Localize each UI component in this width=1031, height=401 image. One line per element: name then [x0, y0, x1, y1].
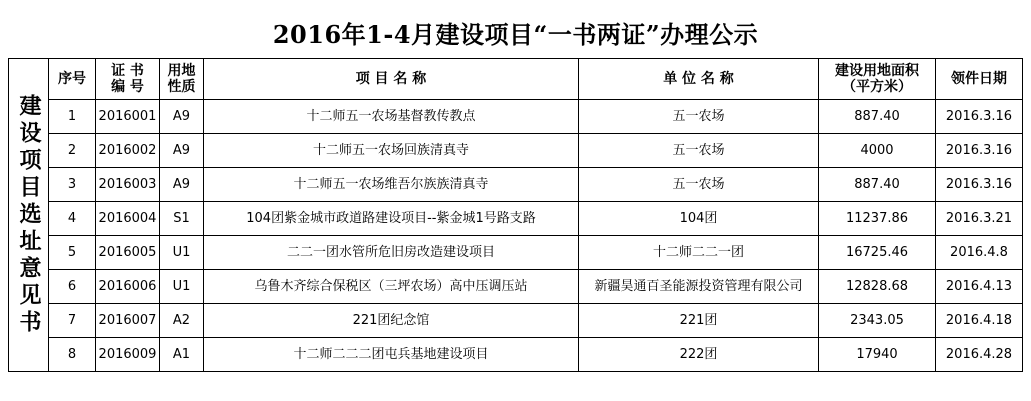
table-row: [9, 338, 1023, 372]
table-row: [9, 134, 1023, 168]
table-row: [9, 236, 1023, 270]
cell-project: 十二师五一农场基督教传教点: [204, 100, 579, 134]
cell-seq: 2: [49, 134, 96, 168]
cell-seq: 4: [49, 202, 96, 236]
cell-unit: 222团: [579, 338, 819, 372]
header-project-name: 项 目 名 称: [204, 59, 579, 100]
header-cert-no-line1: 证 书: [111, 63, 144, 79]
header-row: [9, 59, 1023, 100]
cell-project: 十二师二二二团屯兵基地建设项目: [204, 338, 579, 372]
cell-project: 221团纪念馆: [204, 304, 579, 338]
cell-nature: A2: [160, 304, 204, 338]
cell-area: 12828.68: [819, 270, 936, 304]
cell-seq: 7: [49, 304, 96, 338]
cell-area: 4000: [819, 134, 936, 168]
cell-nature: A9: [160, 100, 204, 134]
cell-nature: A1: [160, 338, 204, 372]
cell-date: 2016.4.18: [936, 304, 1023, 338]
cell-cert: 2016005: [96, 236, 160, 270]
cell-cert: 2016003: [96, 168, 160, 202]
cell-project: 十二师五一农场维吾尔族族清真寺: [204, 168, 579, 202]
table-row: [9, 100, 1023, 134]
cell-cert: 2016002: [96, 134, 160, 168]
cell-date: 2016.4.13: [936, 270, 1023, 304]
cell-nature: S1: [160, 202, 204, 236]
cell-unit: 五一农场: [579, 168, 819, 202]
approval-table: [8, 58, 1023, 372]
cell-date: 2016.3.16: [936, 168, 1023, 202]
cell-seq: 5: [49, 236, 96, 270]
side-label: 建设项目选址意见书: [16, 93, 42, 337]
header-land-nature-line2: 性质: [167, 79, 196, 95]
cell-project: 二二一团水管所危旧房改造建设项目: [204, 236, 579, 270]
cell-date: 2016.3.21: [936, 202, 1023, 236]
cell-seq: 6: [49, 270, 96, 304]
page-title: 2016年1-4月建设项目“一书两证”办理公示: [272, 20, 759, 49]
header-land-nature: [160, 59, 204, 100]
cell-unit: 新疆昊通百圣能源投资管理有限公司: [579, 270, 819, 304]
cell-project: 104团紫金城市政道路建设项目--紫金城1号路支路: [204, 202, 579, 236]
header-area: [819, 59, 936, 100]
cell-cert: 2016006: [96, 270, 160, 304]
header-cert-no-line2: 编 号: [111, 79, 144, 95]
cell-nature: U1: [160, 236, 204, 270]
cell-unit: 221团: [579, 304, 819, 338]
cell-nature: A9: [160, 134, 204, 168]
cell-cert: 2016001: [96, 100, 160, 134]
cell-area: 2343.05: [819, 304, 936, 338]
cell-date: 2016.4.28: [936, 338, 1023, 372]
cell-date: 2016.4.8: [936, 236, 1023, 270]
header-seq: 序号: [49, 59, 96, 100]
header-date: 领件日期: [936, 59, 1023, 100]
cell-date: 2016.3.16: [936, 100, 1023, 134]
cell-unit: 十二师二二一团: [579, 236, 819, 270]
header-land-nature-line1: 用地: [167, 63, 196, 79]
cell-seq: 1: [49, 100, 96, 134]
cell-nature: A9: [160, 168, 204, 202]
cell-area: 887.40: [819, 168, 936, 202]
cell-cert: 2016007: [96, 304, 160, 338]
cell-nature: U1: [160, 270, 204, 304]
cell-unit: 五一农场: [579, 134, 819, 168]
cell-cert: 2016004: [96, 202, 160, 236]
cell-area: 887.40: [819, 100, 936, 134]
header-area-line2: （平方米）: [842, 79, 912, 95]
cell-area: 16725.46: [819, 236, 936, 270]
header-unit-name: 单 位 名 称: [579, 59, 819, 100]
cell-seq: 8: [49, 338, 96, 372]
table-row: [9, 168, 1023, 202]
header-area-line1: 建设用地面积: [835, 63, 919, 79]
side-label-cell: [9, 59, 49, 372]
cell-date: 2016.3.16: [936, 134, 1023, 168]
table-row: [9, 270, 1023, 304]
cell-area: 17940: [819, 338, 936, 372]
table-row: [9, 202, 1023, 236]
header-cert-no: [96, 59, 160, 100]
cell-cert: 2016009: [96, 338, 160, 372]
cell-unit: 104团: [579, 202, 819, 236]
cell-area: 11237.86: [819, 202, 936, 236]
cell-project: 乌鲁木齐综合保税区（三坪农场）高中压调压站: [204, 270, 579, 304]
table-row: [9, 304, 1023, 338]
cell-unit: 五一农场: [579, 100, 819, 134]
cell-project: 十二师五一农场回族清真寺: [204, 134, 579, 168]
cell-seq: 3: [49, 168, 96, 202]
